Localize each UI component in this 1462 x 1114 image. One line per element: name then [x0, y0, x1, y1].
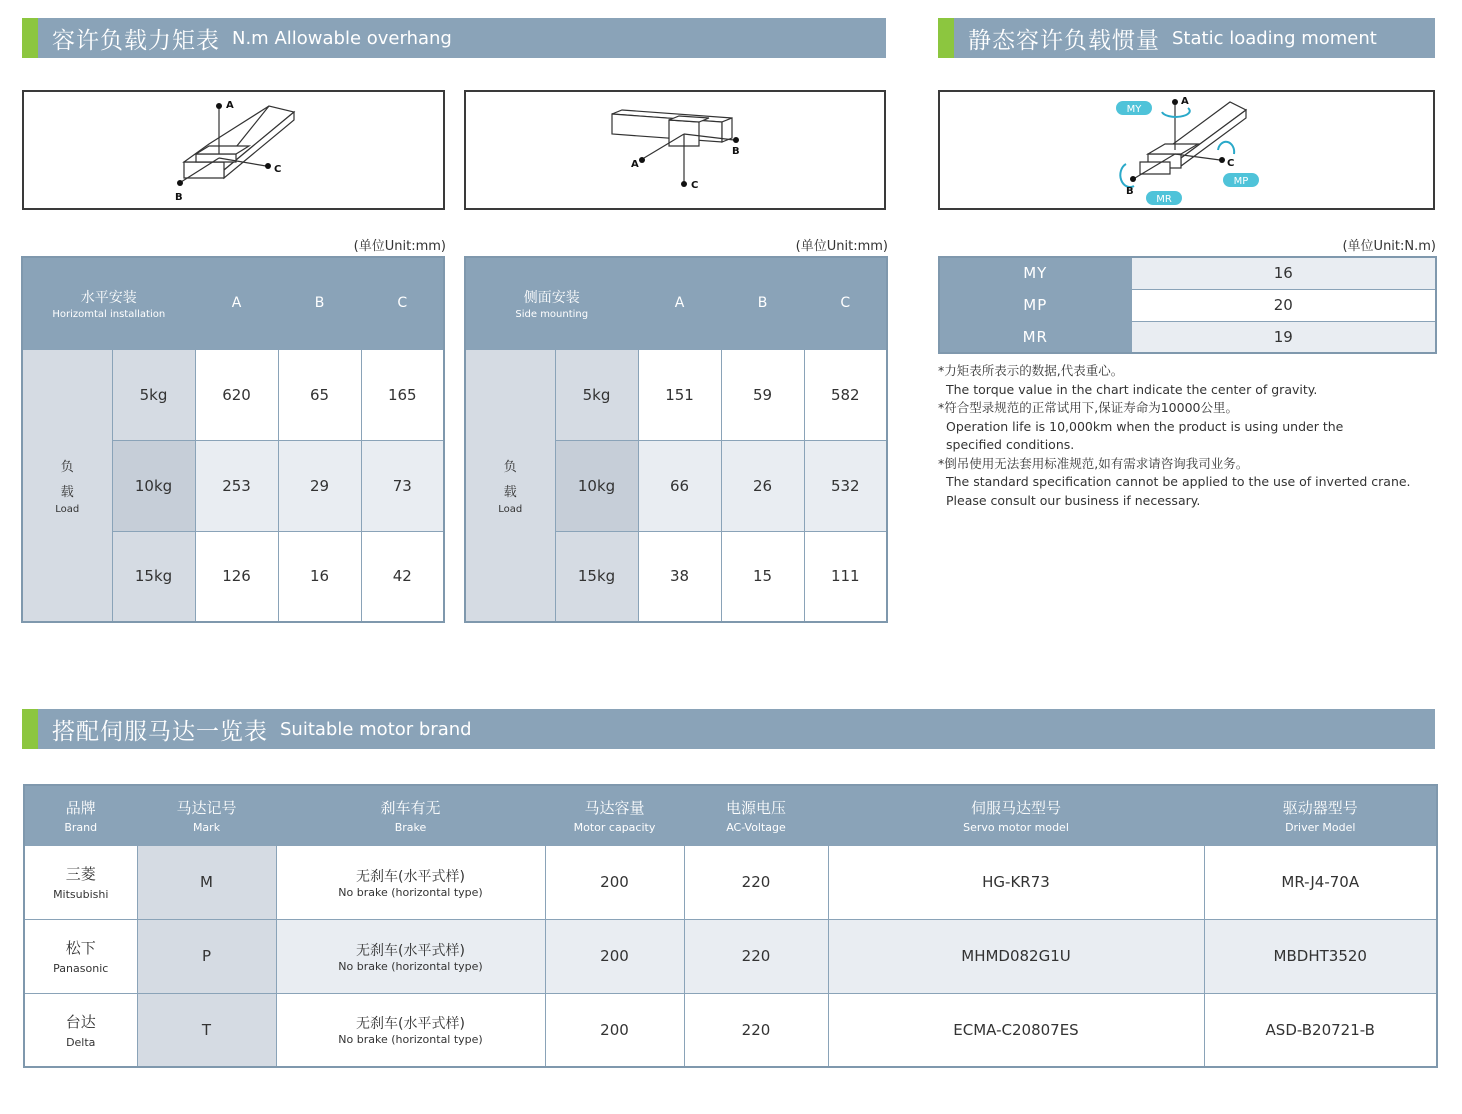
header-servo [828, 785, 1204, 845]
table-row [24, 993, 1437, 1067]
header-zh: 马达容量 [584, 798, 645, 817]
value-cell: 111 [804, 531, 887, 622]
label-a: A [226, 100, 234, 111]
col-c: C [361, 257, 444, 349]
load-group-label [465, 349, 555, 622]
moment-value: 19 [1131, 321, 1436, 353]
label-b: B [732, 146, 740, 157]
servo-cell: HG-KR73 [828, 845, 1204, 919]
static-title-zh: 静态容许负载惯量 [968, 27, 1160, 54]
header-driver [1204, 785, 1437, 845]
my-badge-label: MY [1126, 104, 1142, 115]
point-a [216, 103, 222, 109]
mp-badge-label: MP [1233, 176, 1249, 187]
label-a: A [631, 159, 639, 170]
value-cell: 73 [361, 440, 444, 531]
load-en: Load [55, 503, 80, 515]
horizontal-rail-figure [24, 92, 443, 208]
weight-cell: 10kg [555, 440, 638, 531]
brake-en: No brake (horizontal type) [338, 885, 483, 899]
motor-table [23, 784, 1438, 1068]
note-1-en: The torque value in the chart indicate the center of gravity. [946, 381, 1318, 397]
load-en: Load [498, 503, 523, 515]
value-cell: 29 [278, 440, 361, 531]
capacity-cell: 200 [545, 919, 684, 993]
point-c [265, 163, 271, 169]
note-2-en-2: specified conditions. [946, 437, 1075, 452]
static-unit: (单位Unit:N.m) [1342, 239, 1436, 254]
section-accent [22, 709, 38, 749]
motor-section-header [22, 709, 1435, 749]
horizontal-diagram [22, 90, 445, 210]
col-b: B [278, 257, 361, 349]
overhang-section-header [22, 18, 886, 58]
label-b: B [1126, 186, 1134, 197]
value-cell: 15 [721, 531, 804, 622]
header-en: Driver Model [1285, 820, 1356, 834]
driver-cell: ASD-B20721-B [1204, 993, 1437, 1067]
value-cell: 582 [804, 349, 887, 440]
brake-cell [276, 993, 545, 1067]
value-cell: 151 [638, 349, 721, 440]
value-cell: 253 [195, 440, 278, 531]
moment-key: MP [939, 289, 1131, 321]
point-a [639, 157, 645, 163]
table-row [24, 919, 1437, 993]
brake-zh: 无刹车(水平式样) [356, 1016, 465, 1033]
side-header-en: Side mounting [515, 308, 589, 320]
brand-en: Panasonic [53, 962, 109, 975]
static-title-en: Static loading moment [1172, 27, 1377, 49]
static-section-header [938, 18, 1435, 58]
horizontal-header-en: Horizomtal installation [52, 308, 166, 320]
brake-en: No brake (horizontal type) [338, 959, 483, 973]
static-moment-table [938, 256, 1437, 354]
servo-cell: MHMD082G1U [828, 919, 1204, 993]
header-capacity [545, 785, 684, 845]
brake-zh: 无刹车(水平式样) [356, 868, 465, 885]
value-cell: 65 [278, 349, 361, 440]
voltage-cell: 220 [684, 919, 828, 993]
capacity-cell: 200 [545, 845, 684, 919]
label-c: C [1227, 158, 1235, 169]
weight-cell: 5kg [112, 349, 195, 440]
note-3-en: The standard specification cannot be applied to the use of inverted crane. [946, 474, 1411, 489]
header-zh: 伺服马达型号 [970, 798, 1061, 817]
brand-zh: 台达 [65, 1012, 96, 1031]
note-3-en-2: Please consult our business if necessary. [946, 492, 1201, 508]
load-group-label [22, 349, 112, 622]
moment-value: 16 [1131, 257, 1436, 289]
load-zh-2: 载 [503, 484, 517, 500]
mark-cell: P [137, 919, 276, 993]
driver-cell: MBDHT3520 [1204, 919, 1437, 993]
header-mark [137, 785, 276, 845]
label-a: A [1181, 96, 1189, 107]
value-cell: 126 [195, 531, 278, 622]
horizontal-load-table [21, 256, 445, 623]
side-diagram [464, 90, 886, 210]
brand-en: Mitsubishi [53, 888, 109, 901]
brake-en: No brake (horizontal type) [338, 1033, 483, 1047]
point-b [177, 180, 183, 186]
col-b: B [721, 257, 804, 349]
section-accent [22, 18, 38, 58]
side-header-cell [465, 257, 638, 349]
section-accent [938, 18, 954, 58]
header-en: AC-Voltage [726, 820, 786, 834]
value-cell: 26 [721, 440, 804, 531]
header-brand [24, 785, 137, 845]
driver-cell: MR-J4-70A [1204, 845, 1437, 919]
static-diagram [938, 90, 1435, 210]
header-en: Brake [394, 820, 427, 834]
header-en: Servo motor model [963, 820, 1069, 834]
side-rail-figure [466, 92, 884, 208]
static-moment-figure [940, 92, 1433, 208]
point-b [733, 137, 739, 143]
note-2-en: Operation life is 10,000km when the product is using under the [946, 418, 1344, 434]
load-zh-2: 载 [60, 484, 74, 500]
brand-zh: 三菱 [65, 865, 96, 883]
note-2-zh: *符合型录规范的正常试用下,保证寿命为10000公里。 [938, 400, 1238, 415]
header-zh: 马达记号 [176, 798, 237, 817]
label-b: B [175, 192, 183, 203]
brand-cell [24, 993, 137, 1067]
header-en: Brand [64, 820, 98, 834]
point-c [681, 181, 687, 187]
moment-key: MR [939, 321, 1131, 353]
note-3-zh: *倒吊使用无法套用标准规范,如有需求请咨询我司业务。 [938, 455, 1249, 471]
moment-value: 20 [1131, 289, 1436, 321]
value-cell: 165 [361, 349, 444, 440]
mr-badge-label: MR [1156, 194, 1172, 205]
side-unit: (单位Unit:mm) [795, 239, 888, 254]
value-cell: 532 [804, 440, 887, 531]
mp-arrow-icon [1218, 142, 1234, 154]
mr-arrow-icon [1120, 164, 1134, 187]
weight-cell: 15kg [112, 531, 195, 622]
brand-zh: 松下 [65, 939, 96, 957]
mark-cell: T [137, 993, 276, 1067]
header-zh: 驱动器型号 [1282, 798, 1358, 817]
horizontal-unit: (单位Unit:mm) [353, 239, 446, 254]
weight-cell: 5kg [555, 349, 638, 440]
brake-cell [276, 919, 545, 993]
table-row [24, 845, 1437, 919]
mark-cell: M [137, 845, 276, 919]
horizontal-header-zh: 水平安装 [80, 289, 137, 306]
static-notes [938, 362, 1438, 510]
col-a: A [195, 257, 278, 349]
brand-en: Delta [66, 1035, 96, 1049]
brand-cell [24, 919, 137, 993]
header-en: Motor capacity [573, 820, 656, 834]
moment-key: MY [939, 257, 1131, 289]
horizontal-header-cell [22, 257, 195, 349]
value-cell: 38 [638, 531, 721, 622]
label-c: C [274, 164, 282, 175]
my-arrow-icon [1162, 108, 1190, 117]
header-zh: 电源电压 [725, 798, 786, 817]
header-voltage [684, 785, 828, 845]
motor-title-en: Suitable motor brand [280, 718, 472, 740]
col-a: A [638, 257, 721, 349]
servo-cell: ECMA-C20807ES [828, 993, 1204, 1067]
capacity-cell: 200 [545, 993, 684, 1067]
value-cell: 42 [361, 531, 444, 622]
value-cell: 59 [721, 349, 804, 440]
overhang-title-en: N.m Allowable overhang [232, 27, 452, 49]
header-zh: 品牌 [65, 798, 96, 817]
motor-title-zh: 搭配伺服马达一览表 [52, 718, 268, 745]
header-en: Mark [192, 820, 221, 834]
weight-cell: 15kg [555, 531, 638, 622]
brake-zh: 无刹车(水平式样) [356, 942, 465, 959]
value-cell: 16 [278, 531, 361, 622]
header-brake [276, 785, 545, 845]
label-c: C [691, 180, 699, 191]
load-zh-1: 负 [60, 459, 74, 475]
header-zh: 刹车有无 [380, 798, 441, 817]
voltage-cell: 220 [684, 993, 828, 1067]
col-c: C [804, 257, 887, 349]
side-header-zh: 侧面安装 [523, 289, 580, 306]
brake-cell [276, 845, 545, 919]
value-cell: 66 [638, 440, 721, 531]
voltage-cell: 220 [684, 845, 828, 919]
note-1-zh: *力矩表所表示的数据,代表重心。 [938, 363, 1124, 378]
brand-cell [24, 845, 137, 919]
side-load-table [464, 256, 888, 623]
weight-cell: 10kg [112, 440, 195, 531]
value-cell: 620 [195, 349, 278, 440]
load-zh-1: 负 [503, 459, 517, 475]
overhang-title-zh: 容许负载力矩表 [52, 27, 220, 54]
